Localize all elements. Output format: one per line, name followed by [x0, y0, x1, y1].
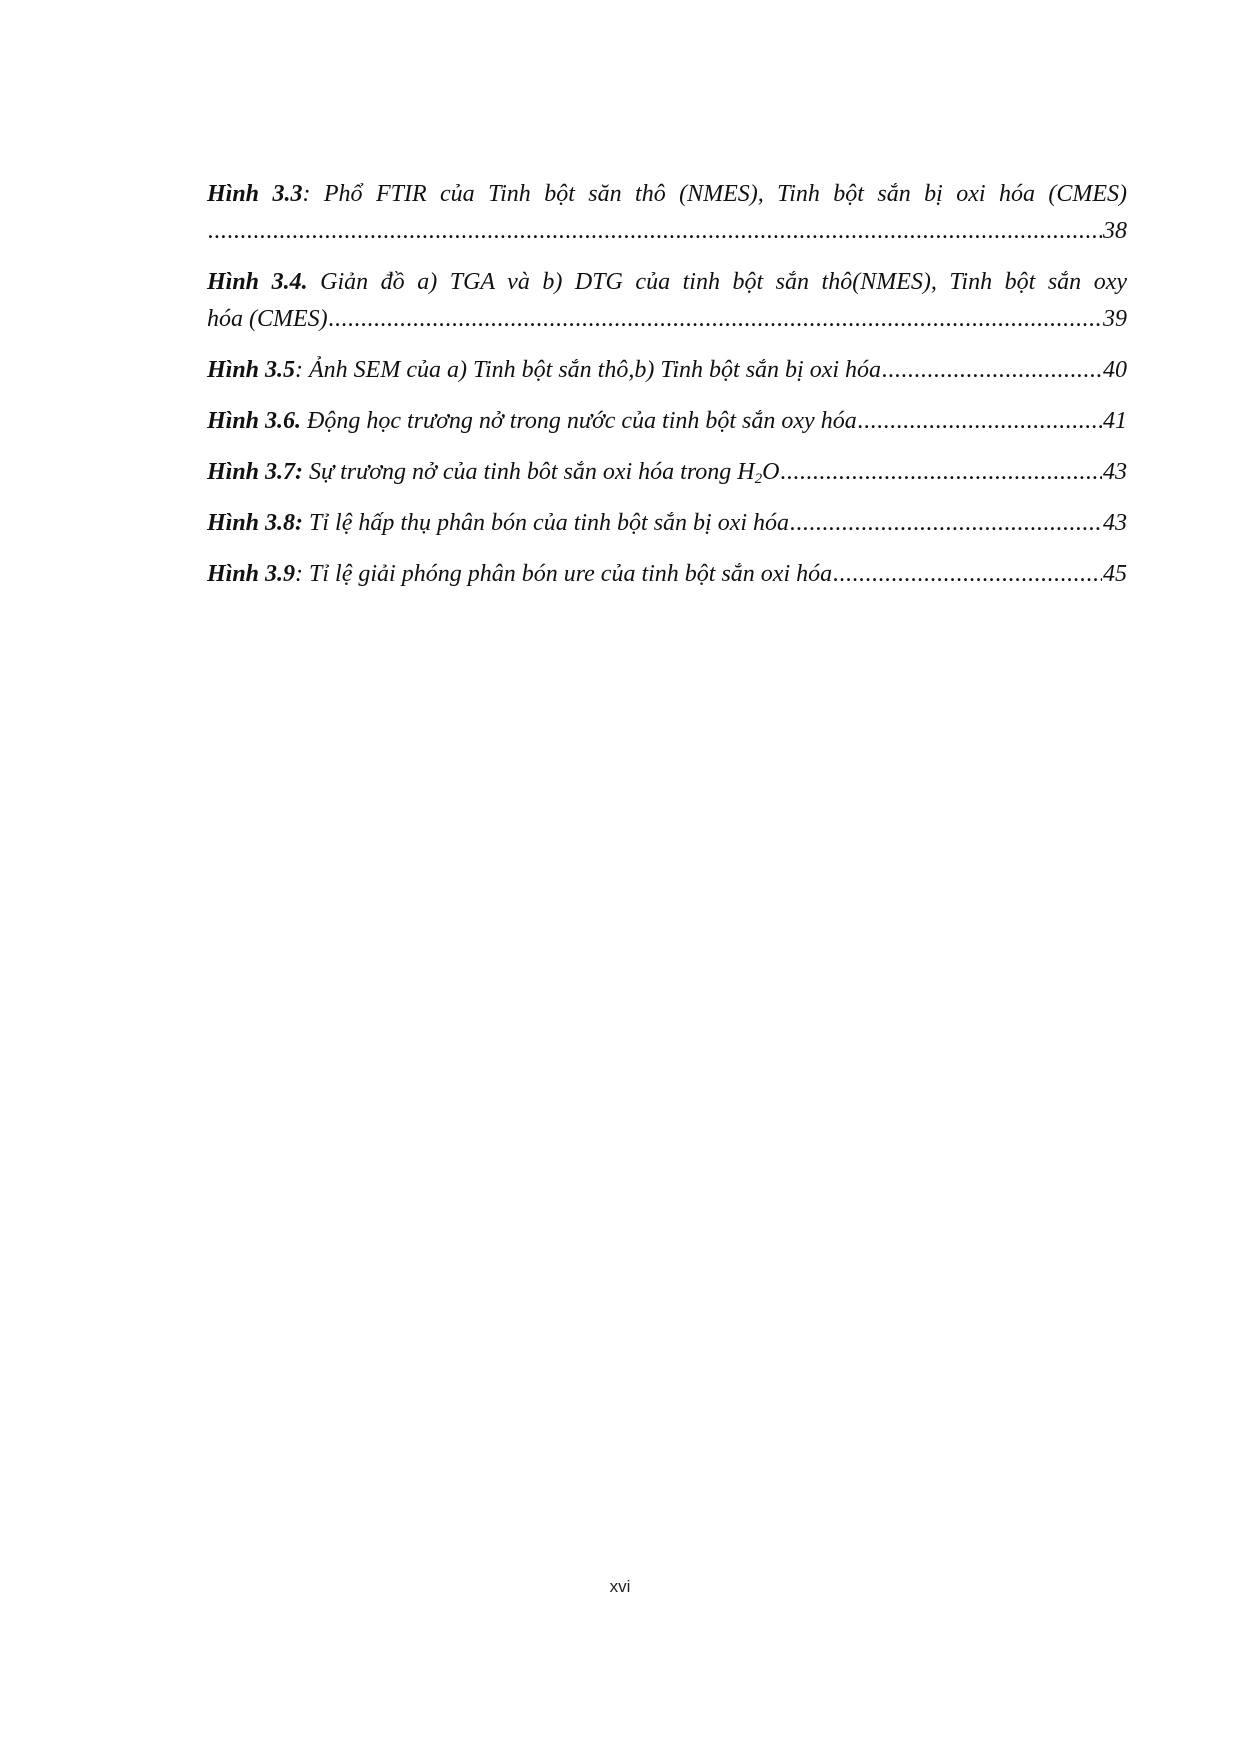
toc-entry-3-8[interactable]: [207, 505, 1127, 542]
dot-leader: [858, 403, 1102, 440]
dot-leader: [208, 213, 1102, 250]
subscript: 2: [754, 471, 763, 487]
figure-caption: Giản đồ a) TGA và b) DTG của tinh bột sắn thô(NMES), Tinh bột sắn oxy: [320, 269, 1128, 295]
dot-leader: [790, 505, 1102, 542]
figure-label: Hình 3.6.: [207, 408, 302, 434]
page-number: 45: [1103, 561, 1127, 587]
toc-entry-3-9[interactable]: [207, 556, 1127, 593]
figure-caption-continued: hóa (CMES): [207, 306, 328, 332]
label-separator: :: [302, 181, 324, 207]
dot-leader: [780, 454, 1102, 491]
figure-caption: : Tỉ lệ giải phóng phân bón ure của tinh bột sắn oxi hóa: [295, 561, 833, 587]
dot-leader: [329, 301, 1102, 338]
page-number: 43: [1103, 459, 1127, 485]
toc-entry-3-4-leader-line: [207, 301, 1127, 338]
figure-label: Hình 3.4.: [207, 269, 308, 295]
page-number: 43: [1103, 510, 1127, 536]
figure-label: Hình 3.7:: [207, 459, 304, 485]
toc-entry-3-4-title: [207, 264, 1127, 301]
page-number: 41: [1103, 408, 1127, 434]
figure-label: Hình 3.8:: [207, 510, 304, 536]
figure-caption: [303, 454, 779, 491]
dot-leader: [882, 352, 1102, 389]
toc-entry-3-3[interactable]: [207, 176, 1127, 250]
figure-caption: Động học trương nở trong nước của tinh bột sắn oxy hóa: [301, 408, 857, 434]
label-separator: [308, 269, 321, 295]
figure-label: Hình 3.3: [207, 181, 303, 207]
page-number: 39: [1103, 306, 1127, 332]
toc-entry-3-6[interactable]: [207, 403, 1127, 440]
table-of-figures: [207, 176, 1127, 607]
page-number: 38: [1103, 218, 1127, 244]
dot-leader: [833, 556, 1102, 593]
page-number: 40: [1103, 357, 1127, 383]
caption-text-end: O: [762, 459, 780, 485]
figure-label: Hình 3.5: [207, 357, 296, 383]
figure-label: Hình 3.9: [207, 561, 296, 587]
figure-caption: Phổ FTIR của Tinh bột săn thô (NMES), Tinh bột sắn bị oxi hóa (CMES): [323, 181, 1128, 207]
toc-entry-3-7[interactable]: [207, 454, 1127, 491]
toc-entry-3-3-leader-line: [207, 213, 1127, 250]
figure-caption: Tỉ lệ hấp thụ phân bón của tinh bột sắn bị oxi hóa: [303, 510, 790, 536]
toc-entry-3-5[interactable]: [207, 352, 1127, 389]
caption-text: Sự trương nở của tinh bôt sắn oxi hóa trong H: [303, 459, 755, 485]
toc-entry-3-3-title: [207, 176, 1127, 213]
toc-entry-3-4[interactable]: [207, 264, 1127, 338]
page-number-footer: xvi: [609, 1577, 631, 1596]
figure-caption: : Ảnh SEM của a) Tinh bột sắn thô,b) Tinh bột sắn bị oxi hóa: [295, 357, 882, 383]
